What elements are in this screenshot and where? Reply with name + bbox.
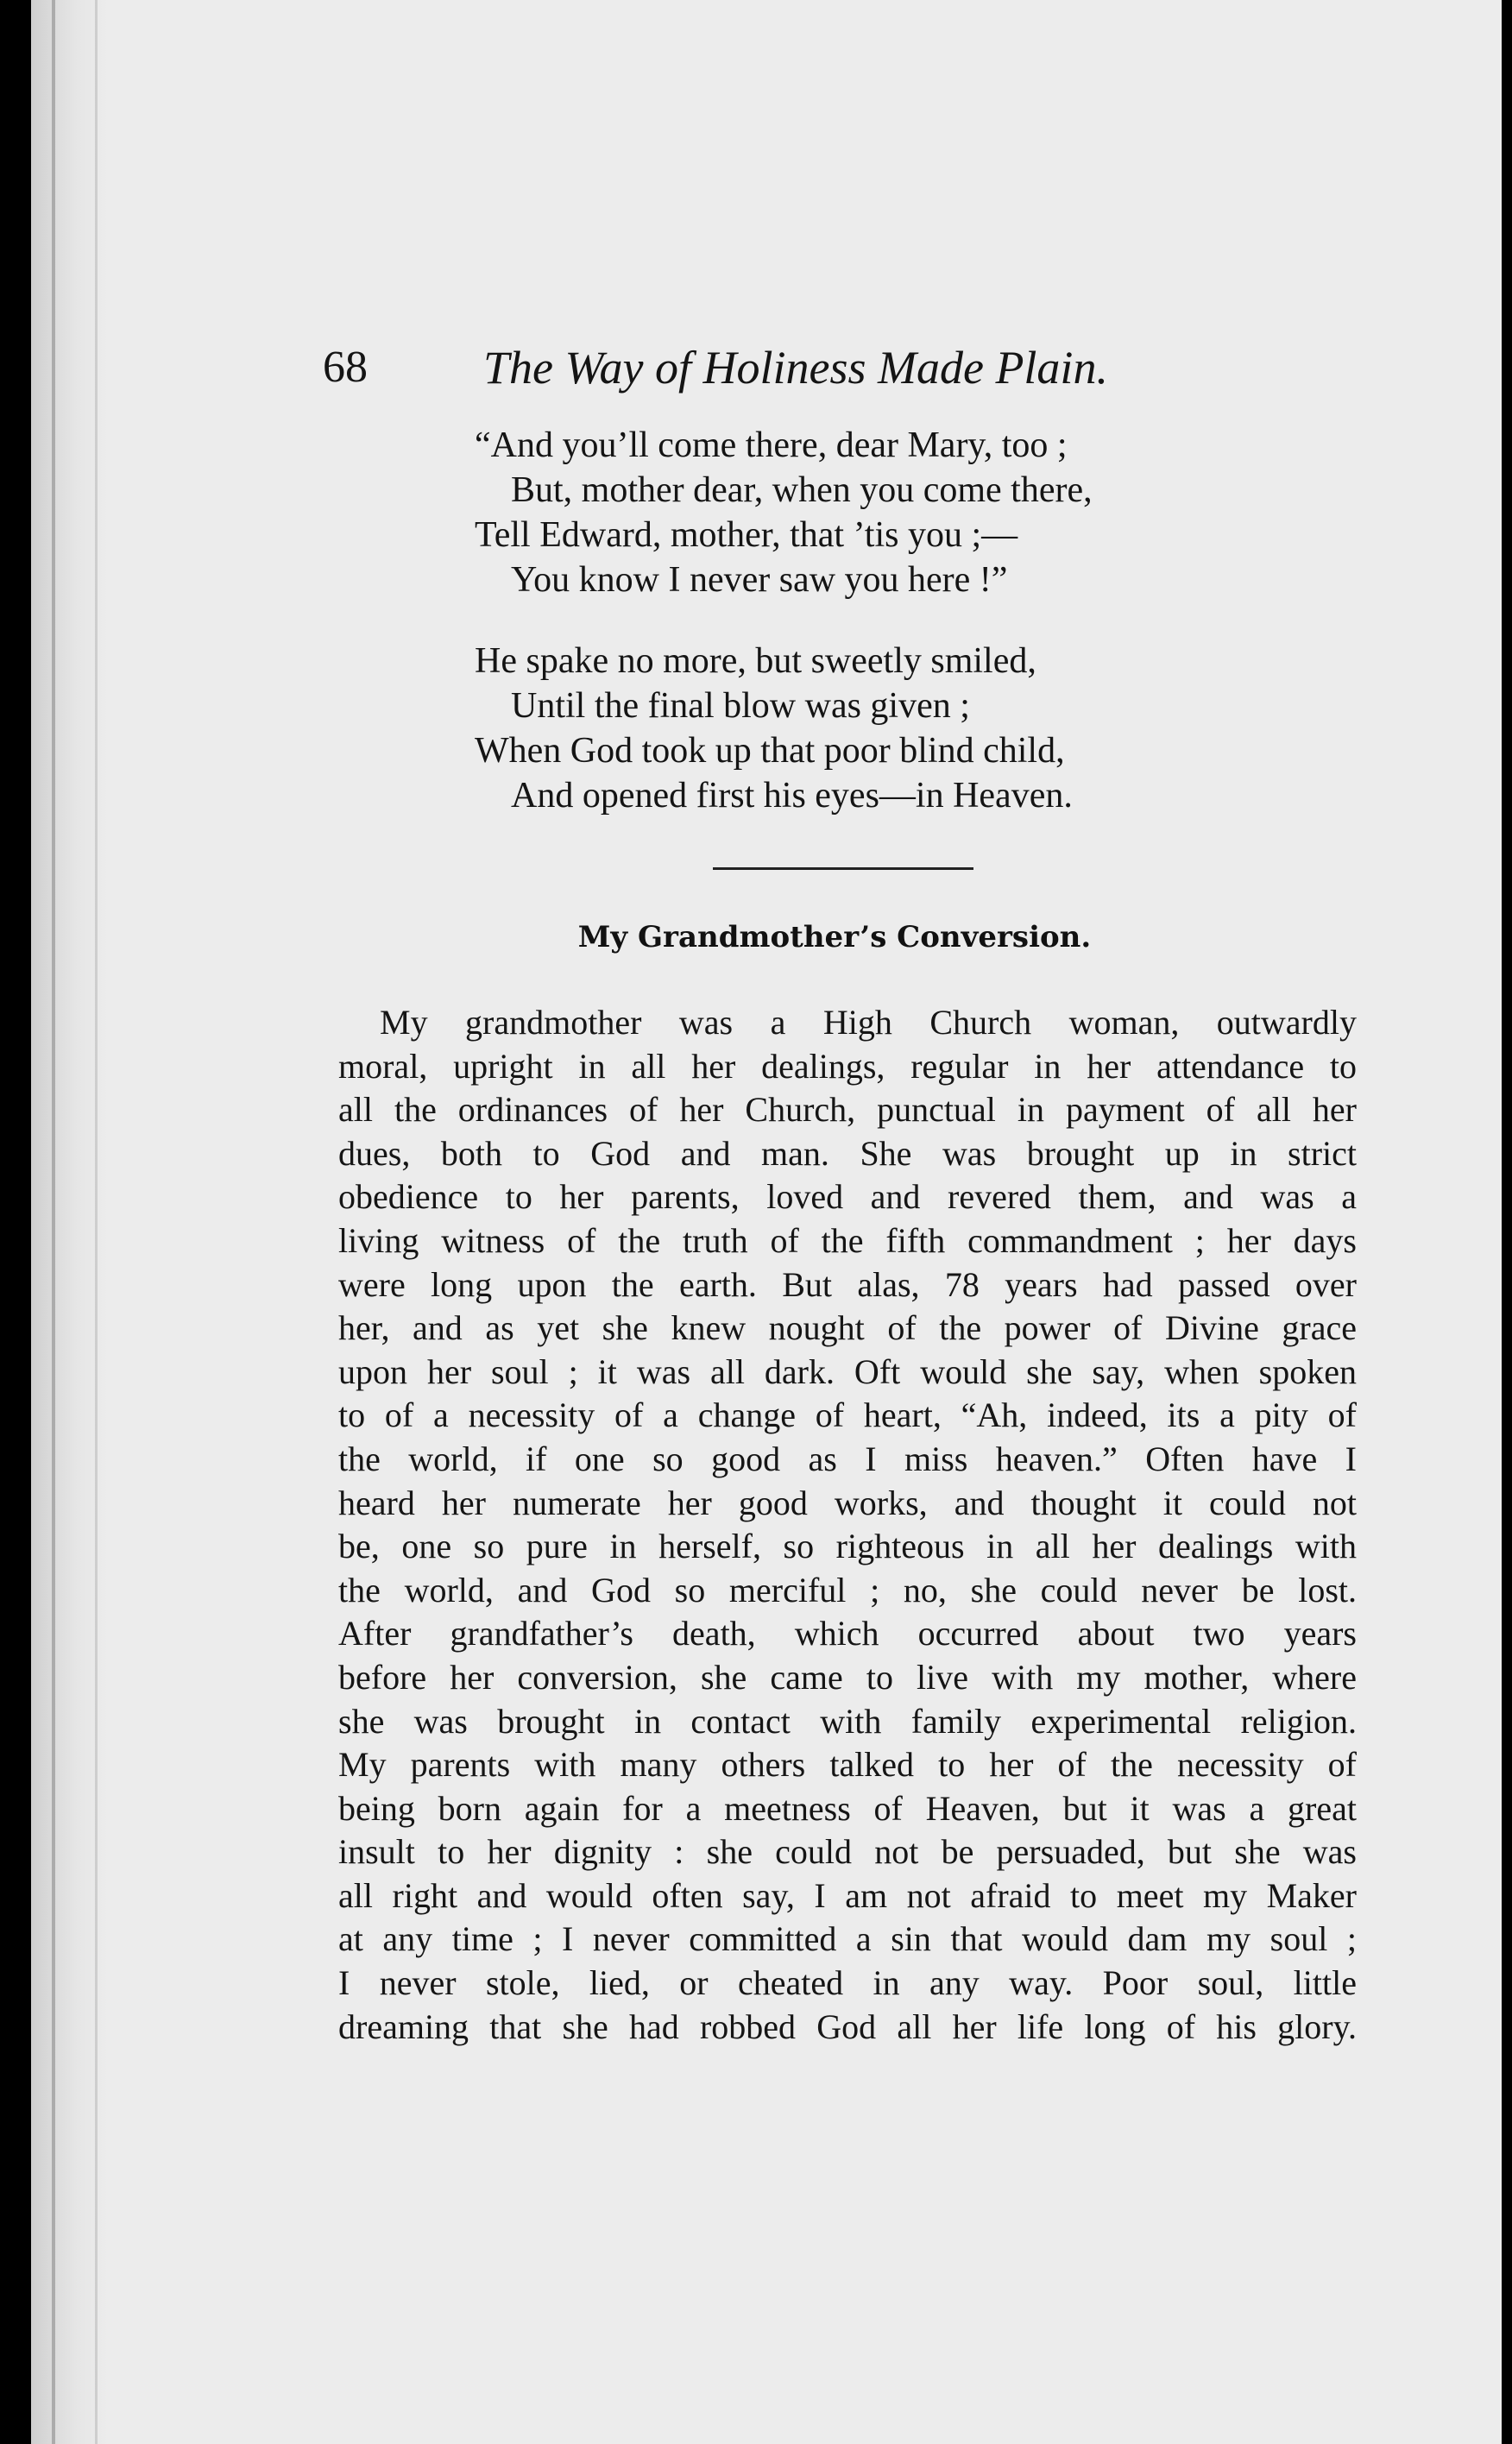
poem-line: But, mother dear, when you come there,: [511, 470, 1093, 510]
running-title: The Way of Holiness Made Plain.: [483, 342, 1108, 394]
text-line: dreaming that she had robbed God all her life long of his glory.: [338, 2006, 1357, 2046]
text-line: obedience to her parents, loved and revered them, and was a: [338, 1177, 1357, 1217]
running-head: [323, 333, 1224, 402]
text-line: all the ordinances of her Church, punctual in payment of all her: [338, 1090, 1357, 1130]
text-line: insult to her dignity : she could not be persuaded, but she was: [338, 1832, 1357, 1872]
text-line: dues, both to God and man. She was brought up in strict: [338, 1133, 1357, 1173]
text-line: she was brought in contact with family experimental religion.: [338, 1701, 1357, 1741]
text-line: My grandmother was a High Church woman, outwardly: [380, 1003, 1357, 1042]
poem-stanza-2: [475, 639, 1251, 818]
text-line: to of a necessity of a change of heart, “Ah, indeed, its a pity of: [338, 1395, 1357, 1435]
poem-line: When God took up that poor blind child,: [475, 731, 1065, 771]
poem-line: And opened first his eyes—in Heaven.: [511, 776, 1073, 816]
text-line: I never stole, lied, or cheated in any way. Poor soul, little: [338, 1963, 1357, 2003]
text-line: all right and would often say, I am not afraid to meet my Maker: [338, 1875, 1357, 1915]
page-number: 68: [323, 343, 368, 392]
poem-line: Tell Edward, mother, that ’tis you ;—: [475, 515, 1018, 555]
body-paragraph: [338, 1001, 1357, 2049]
poem-line: He spake no more, but sweetly smiled,: [475, 641, 1036, 681]
text-line: the world, if one so good as I miss heaven.” Often have I: [338, 1439, 1357, 1478]
text-line: before her conversion, she came to live with my mother, where: [338, 1657, 1357, 1697]
poem-line: You know I never saw you here !”: [511, 560, 1008, 600]
poem-line: Until the final blow was given ;: [511, 686, 970, 726]
poem-stanza-1: [475, 423, 1251, 602]
text-line: were long upon the earth. But alas, 78 years had passed over: [338, 1264, 1357, 1304]
text-line: her, and as yet she knew nought of the power of Divine grace: [338, 1308, 1357, 1348]
page-edge-line: [52, 0, 55, 2444]
text-line: After grandfather’s death, which occurred about two years: [338, 1614, 1357, 1653]
section-title: My Grandmother’s Conversion.: [577, 920, 1092, 954]
page-edge-line-inner: [95, 0, 98, 2444]
text-line: upon her soul ; it was all dark. Oft would she say, when spoken: [338, 1351, 1357, 1391]
text-line: the world, and God so merciful ; no, she could never be lost.: [338, 1570, 1357, 1609]
text-line: living witness of the truth of the fifth commandment ; her days: [338, 1220, 1357, 1260]
text-line: My parents with many others talked to her of the necessity of: [338, 1745, 1357, 1785]
text-line: at any time ; I never committed a sin that would dam my soul ;: [338, 1919, 1357, 1959]
text-line: moral, upright in all her dealings, regular in her attendance to: [338, 1046, 1357, 1086]
text-line: heard her numerate her good works, and thought it could not: [338, 1483, 1357, 1522]
section-divider-rule: [713, 867, 973, 870]
text-line: being born again for a meetness of Heaven, but it was a great: [338, 1788, 1357, 1828]
text-line: be, one so pure in herself, so righteous in all her dealings with: [338, 1527, 1357, 1566]
poem-line: “And you’ll come there, dear Mary, too ;: [475, 425, 1068, 465]
